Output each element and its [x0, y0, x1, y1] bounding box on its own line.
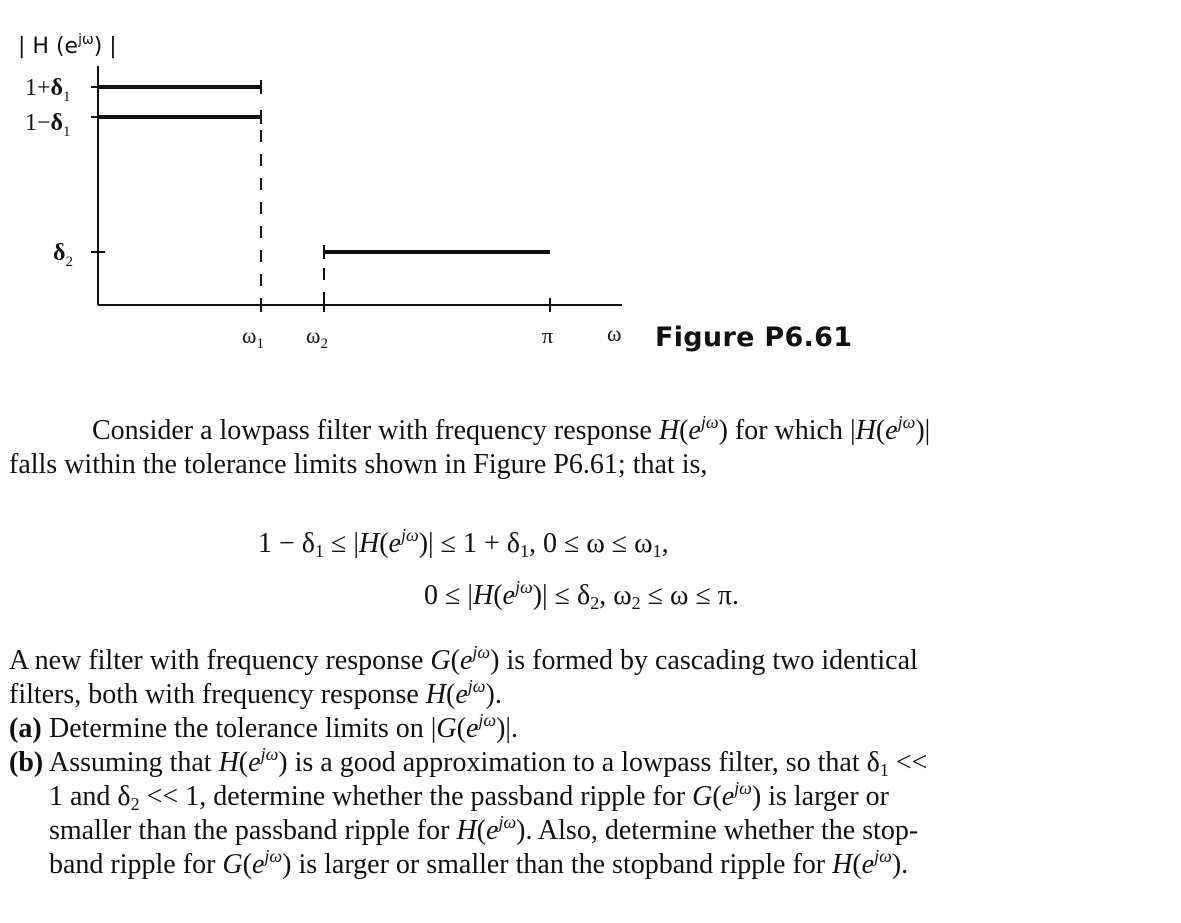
question-b-line-1: (b) Assuming that $H(e^{j\omega})$ is a good approximation to a lowpass filter, so that $\delta_1$ << [9, 744, 928, 780]
tolerance-bounds [98, 80, 550, 300]
axes [91, 66, 622, 312]
paragraph-2-line-2: filters, both with frequency response $H(e^{j\omega})$. [9, 676, 502, 710]
paragraph-2-line-1: A new filter with frequency response $G(e^{j\omega})$ is formed by cascading two identical [9, 642, 918, 676]
paragraph-2 [9, 644, 918, 712]
question-b-line-4: band ripple for $G(e^{j\omega})$ is larger or smaller than the stopband ripple for $H(e^{j\omega})$. [49, 846, 909, 880]
question-b-line-2: 1 and $\delta_2 << 1$, determine whether the passband ripple for $G(e^{j\omega})$ is larger or [49, 778, 889, 814]
paragraph-1-line-1: Consider a lowpass filter with frequency response $H(e^{j\omega})$ for which $|H(e^{j\omega})|$ [92, 412, 931, 446]
equation-stopband: $0 \le |H(e^{j\omega})| \le \delta_2$, $\omega_2 \le \omega \le \pi$. [424, 577, 739, 613]
question-b-line-3: smaller than the passband ripple for $H(e^{j\omega})$. Also, determine whether the stop- [49, 812, 919, 846]
paragraph-1 [9, 414, 1174, 482]
equation-passband: $1 - \delta_1 \le |H(e^{j\omega})| \le 1 + \delta_1$, $0 \le \omega \le \omega_1$, [258, 525, 669, 561]
xtick-label-pi: π [542, 323, 554, 348]
y-axis-label: | H $(e^{j\omega})$ | [18, 32, 117, 59]
xtick-label-omega2: $\omega_2$ [306, 323, 328, 352]
figure-caption: Figure P6.61 [655, 322, 853, 353]
ytick-label-delta2: $\delta_2$ [53, 240, 73, 270]
tolerance-figure [0, 0, 640, 370]
ytick-label-upper: $1+\delta_1$ [25, 75, 71, 105]
x-axis-label: ω [607, 321, 622, 346]
ytick-label-lower: $1-\delta_1$ [25, 110, 71, 140]
question-b [9, 746, 927, 882]
paragraph-1-line-2: falls within the tolerance limits shown in Figure P6.61; that is, [9, 449, 708, 480]
xtick-label-omega1: $\omega_1$ [242, 323, 264, 352]
question-b-label: (b) [9, 747, 44, 778]
question-a: (a) Determine the tolerance limits on $|G(e^{j\omega})|$. [9, 710, 519, 744]
question-a-label: (a) [9, 713, 42, 744]
